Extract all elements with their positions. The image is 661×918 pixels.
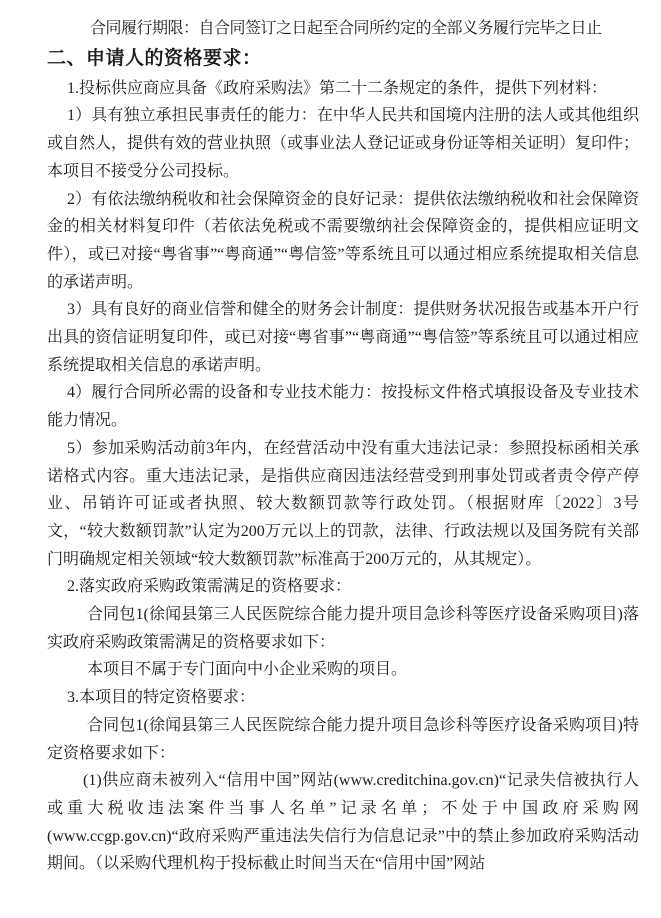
clause-1-2-tax-social-security: 2）有依法缴纳税收和社会保障资金的良好记录：提供依法缴纳税收和社会保障资金的相关材料复印件（若依法免税或不需要缴纳社会保障资金的，提供相应证明文件），或已对接“粤省事”“粤商通”“粤信签”等系统且可以通过相应系统提取相关信息的承诺声明。 xyxy=(47,190,639,291)
clause-1-1-civil-liability: 1）具有独立承担民事责任的能力：在中华人民共和国境内注册的法人或其他组织或自然人，提供有效的营业执照（或事业法人登记证或身份证等相关证明）复印件；本项目不接受分公司投标。 xyxy=(47,107,640,180)
clause-1-3-business-reputation: 3）具有良好的商业信誉和健全的财务会计制度：提供财务状况报告或基本开户行出具的资信证明复印件，或已对接“粤省事”“粤商通”“粤信签”等系统且可以通过相应系统提取相关信息的承诺声明。 xyxy=(47,301,639,374)
clause-2-sme-note: 本项目不属于专门面向中小企业采购的项目。 xyxy=(87,661,408,679)
clause-3-contract-package: 合同包1(徐闻县第三人民医院综合能力提升项目急诊科等医疗设备采购项目)特定资格要求如下： xyxy=(47,716,639,762)
clause-2-contract-package: 合同包1(徐闻县第三人民医院综合能力提升项目急诊科等医疗设备采购项目)落实政府采购政策需满足的资格要求如下： xyxy=(47,606,639,651)
clause-1-4-equipment-capability: 4）履行合同所必需的设备和专业技术能力：按投标文件格式填报设备及专业技术能力情况。 xyxy=(47,384,639,430)
clause-2-policy-requirements: 2.落实政府采购政策需满足的资格要求： xyxy=(67,578,352,596)
contract-period-text: 合同履行期限：自合同签订之日起至合同所约定的全部义务履行完毕之日止 xyxy=(90,20,602,37)
section-heading: 二、申请人的资格要求： xyxy=(47,47,262,69)
clause-3-1-credit-china: (1)供应商未被列入“信用中国”网站(www.creditchina.gov.cn)“记录失信被执行人或重大税收违法案件当事人名单”记录名单；不处于中国政府采购网(www.ccgp.gov.cn)“政府采购严重违法失信行为信息记录”中的禁止参加政府采购活动期间。（以采购代理机构于投标截止时间当天在“信用中国”网站 xyxy=(47,772,639,873)
clause-1-materials: 1.投标供应商应具备《政府采购法》第二十二条规定的条件，提供下列材料： xyxy=(67,79,608,97)
clause-1-5-no-major-violations: 5）参加采购活动前3年内，在经营活动中没有重大违法记录：参照投标函相关承诺格式内容。重大违法记录，是指供应商因违法经营受到刑事处罚或者责令停产停业、吊销许可证或者执照、较大数额罚款等行政处罚。（根据财库〔2022〕3号文，“较大数额罚款”认定为200万元以上的罚款，法律、行政法规以及国务院有关部门明确规定相关领域“较大数额罚款”标准高于200万元的，从其规定）。 xyxy=(47,439,639,568)
clause-3-specific-requirements: 3.本项目的特定资格要求： xyxy=(67,689,256,707)
